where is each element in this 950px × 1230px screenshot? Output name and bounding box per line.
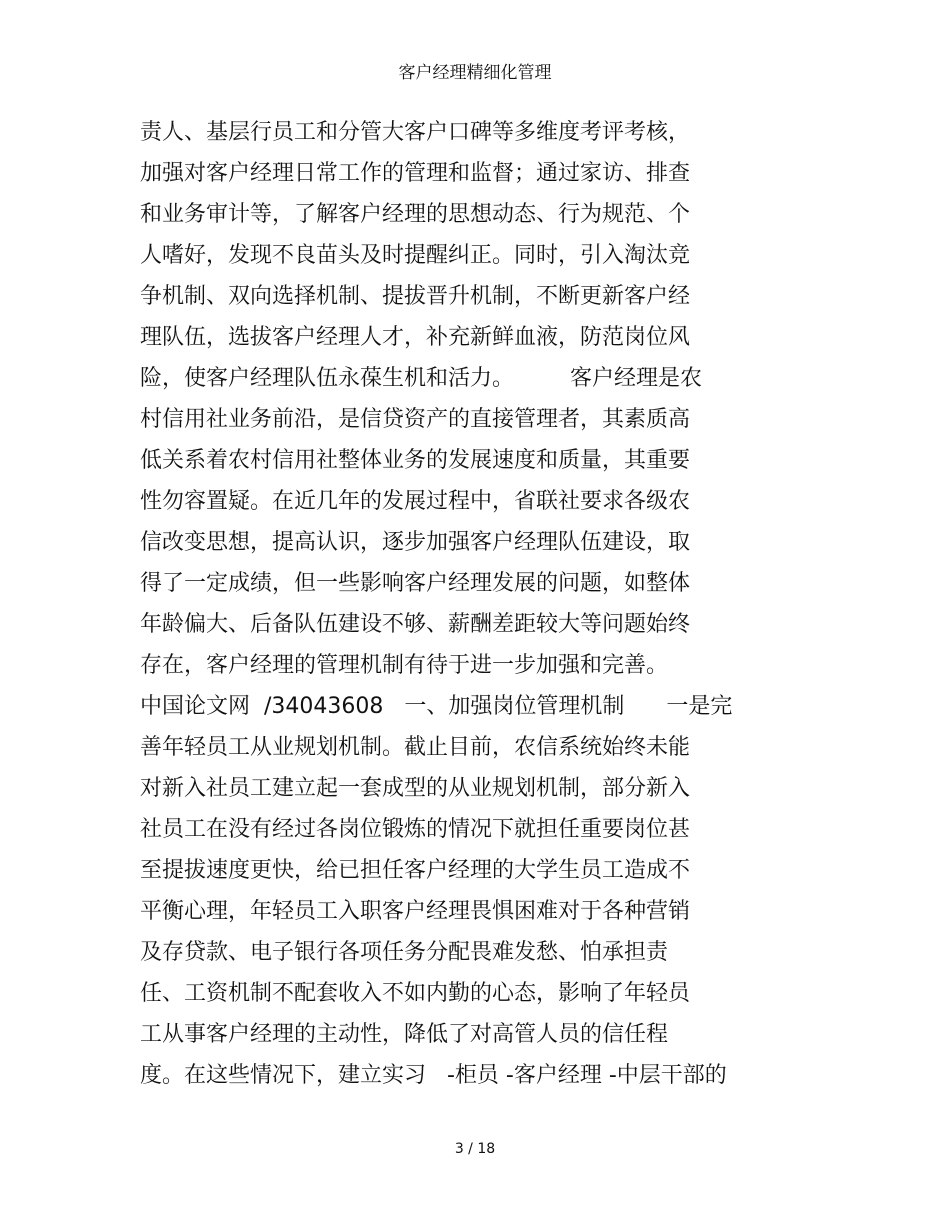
page-header-title: 客户经理精细化管理 — [398, 63, 552, 83]
text-line: 年龄偏大、后备队伍建设不够、薪酬差距较大等问题始终 — [140, 612, 691, 637]
text-line: 社员工在没有经过各岗位锻炼的情况下就担任重要岗位甚 — [140, 817, 691, 842]
text-line: 村信用社业务前沿，是信贷资产的直接管理者，其素质高 — [140, 407, 691, 432]
text-line: 低关系着农村信用社整体业务的发展速度和质量，其重要 — [140, 448, 691, 473]
text-line: 信改变思想，提高认识，逐步加强客户经理队伍建设，取 — [140, 530, 691, 555]
text-line: 加强对客户经理日常工作的管理和监督；通过家访、排查 — [140, 161, 691, 186]
text-line: 工从事客户经理的主动性，降低了对高管人员的信任程 — [140, 1022, 669, 1047]
text-line: 争机制、双向选择机制、提拔晋升机制，不断更新客户经 — [140, 284, 691, 309]
text-line: 责人、基层行员工和分管大客户口碑等多维度考评考核， — [140, 120, 691, 145]
text-line: 任、工资机制不配套收入不如内勤的心态，影响了年轻员 — [140, 981, 691, 1006]
text-line: 性勿容置疑。在近几年的发展过程中，省联社要求各级农 — [140, 489, 691, 514]
text-line: 平衡心理，年轻员工入职客户经理畏惧困难对于各种营销 — [140, 899, 691, 924]
text-line: 善年轻员工从业规划机制。截止目前，农信系统始终未能 — [140, 735, 691, 760]
body-text — [140, 112, 840, 1096]
text-line: 得了一定成绩，但一些影响客户经理发展的问题，如整体 — [140, 571, 691, 596]
text-line: 存在，客户经理的管理机制有待于进一步加强和完善。 — [140, 653, 669, 678]
text-line: 人嗜好，发现不良苗头及时提醒纠正。同时，引入淘汰竞 — [140, 243, 691, 268]
page-number: 3 / 18 — [454, 1141, 496, 1157]
text-line: 至提拔速度更快，给已担任客户经理的大学生员工造成不 — [140, 858, 691, 883]
text-line: 对新入社员工建立起一套成型的从业规划机制，部分新入 — [140, 776, 691, 801]
text-line: 中国论文网 /34043608 一、加强岗位管理机制 一是完 — [140, 694, 733, 719]
text-line: 和业务审计等，了解客户经理的思想动态、行为规范、个 — [140, 202, 691, 227]
text-line: 险，使客户经理队伍永葆生机和活力。 客户经理是农 — [140, 366, 702, 391]
text-line: 及存贷款、电子银行各项任务分配畏难发愁、怕承担责 — [140, 940, 669, 965]
text-line: 度。在这些情况下，建立实习 -柜员 -客户经理 -中层干部的 — [140, 1063, 727, 1088]
text-line: 理队伍，选拔客户经理人才，补充新鲜血液，防范岗位风 — [140, 325, 691, 350]
